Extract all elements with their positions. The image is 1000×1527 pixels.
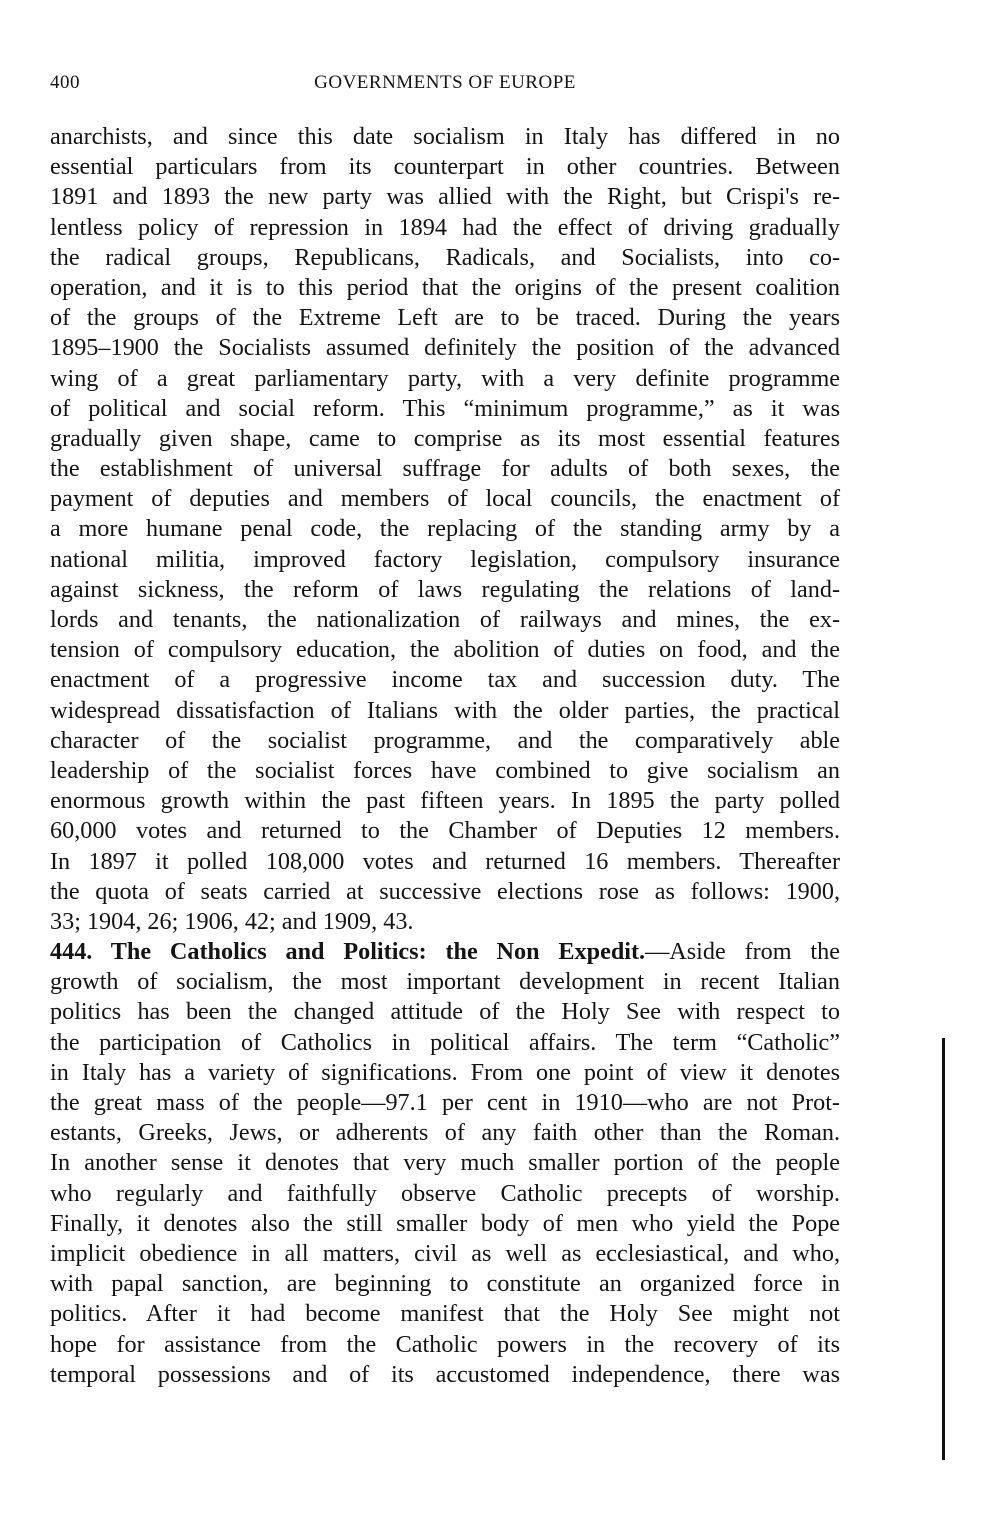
text-line: the establishment of universal suffrage for adults of both sexes, the bbox=[50, 455, 840, 483]
text-line: the quota of seats carried at successive elections rose as follows: 1900, bbox=[50, 877, 840, 905]
text-line: In another sense it denotes that very much smaller portion of the people bbox=[50, 1149, 840, 1177]
text-line: enactment of a progressive income tax and succession duty. The bbox=[50, 666, 840, 694]
text-line: 33; 1904, 26; 1906, 42; and 1909, 43. bbox=[50, 907, 414, 935]
text-line: gradually given shape, came to comprise as its most essential features bbox=[50, 424, 840, 452]
section-first-line bbox=[50, 937, 840, 967]
text-line: temporal possessions and of its accustomed independence, there was bbox=[50, 1360, 840, 1388]
section-first-line-text: —Aside from the bbox=[645, 938, 840, 966]
text-line: in Italy has a variety of significations. From one point of view it denotes bbox=[50, 1058, 840, 1086]
text-line: wing of a great parliamentary party, with a very definite programme bbox=[50, 364, 840, 392]
text-line: the great mass of the people—97.1 per cent in 1910—who are not Prot- bbox=[50, 1089, 840, 1116]
text-line: the participation of Catholics in political affairs. The term “Catholic” bbox=[50, 1028, 840, 1056]
text-line: estants, Greeks, Jews, or adherents of any faith other than the Roman. bbox=[50, 1119, 840, 1147]
section-444 bbox=[50, 937, 840, 1390]
text-line: who regularly and faithfully observe Catholic precepts of worship. bbox=[50, 1179, 840, 1207]
margin-scan-line bbox=[942, 1038, 945, 1460]
text-line: widespread dissatisfaction of Italians with the older parties, the practical bbox=[50, 696, 840, 724]
text-line: In 1897 it polled 108,000 votes and returned 16 members. Thereafter bbox=[50, 847, 840, 875]
running-head: GOVERNMENTS OF EUROPE bbox=[314, 72, 576, 93]
text-line: of political and social reform. This “minimum programme,” as it was bbox=[50, 394, 840, 422]
page-number: 400 bbox=[50, 72, 80, 93]
text-line: implicit obedience in all matters, civil as well as ecclesiastical, and who, bbox=[50, 1239, 840, 1267]
text-line: tension of compulsory education, the abolition of duties on food, and the bbox=[50, 636, 840, 664]
paragraph-socialism bbox=[50, 122, 840, 937]
text-line: of the groups of the Extreme Left are to be traced. During the years bbox=[50, 304, 840, 332]
text-line: operation, and it is to this period that the origins of the present coalition bbox=[50, 273, 840, 301]
text-line: with papal sanction, are beginning to constitute an organized force in bbox=[50, 1270, 840, 1298]
page-header bbox=[50, 72, 840, 102]
text-line: character of the socialist programme, and the comparatively able bbox=[50, 726, 840, 754]
text-line: 1895–1900 the Socialists assumed definitely the position of the advanced bbox=[50, 334, 840, 362]
text-line: essential particulars from its counterpart in other countries. Between bbox=[50, 153, 840, 181]
text-line: enormous growth within the past fifteen years. In 1895 the party polled bbox=[50, 787, 840, 815]
text-line: a more humane penal code, the replacing of the standing army by a bbox=[50, 515, 840, 543]
text-line: the radical groups, Republicans, Radicals, and Socialists, into co- bbox=[50, 243, 840, 271]
text-line: national militia, improved factory legislation, compulsory insurance bbox=[50, 545, 840, 573]
text-line: hope for assistance from the Catholic powers in the recovery of its bbox=[50, 1330, 840, 1358]
text-line: politics has been the changed attitude of the Holy See with respect to bbox=[50, 998, 840, 1026]
text-line: politics. After it had become manifest that the Holy See might not bbox=[50, 1300, 840, 1328]
text-line: growth of socialism, the most important development in recent Italian bbox=[50, 968, 840, 996]
body-text bbox=[50, 122, 840, 1390]
text-line: Finally, it denotes also the still smaller body of men who yield the Pope bbox=[50, 1209, 840, 1237]
text-line: leadership of the socialist forces have combined to give socialism an bbox=[50, 756, 840, 784]
text-line: anarchists, and since this date socialism in Italy has differed in no bbox=[50, 123, 840, 150]
text-line: lentless policy of repression in 1894 had the effect of driving gradually bbox=[50, 213, 840, 241]
text-line: payment of deputies and members of local councils, the enactment of bbox=[50, 485, 840, 513]
text-line: 60,000 votes and returned to the Chamber of Deputies 12 members. bbox=[50, 817, 840, 845]
text-line: against sickness, the reform of laws regulating the relations of land- bbox=[50, 575, 840, 603]
section-heading: 444. The Catholics and Politics: the Non Expedit. bbox=[50, 938, 646, 966]
text-line: lords and tenants, the nationalization of railways and mines, the ex- bbox=[50, 606, 840, 633]
text-line: 1891 and 1893 the new party was allied with the Right, but Crispi's re- bbox=[50, 183, 840, 211]
